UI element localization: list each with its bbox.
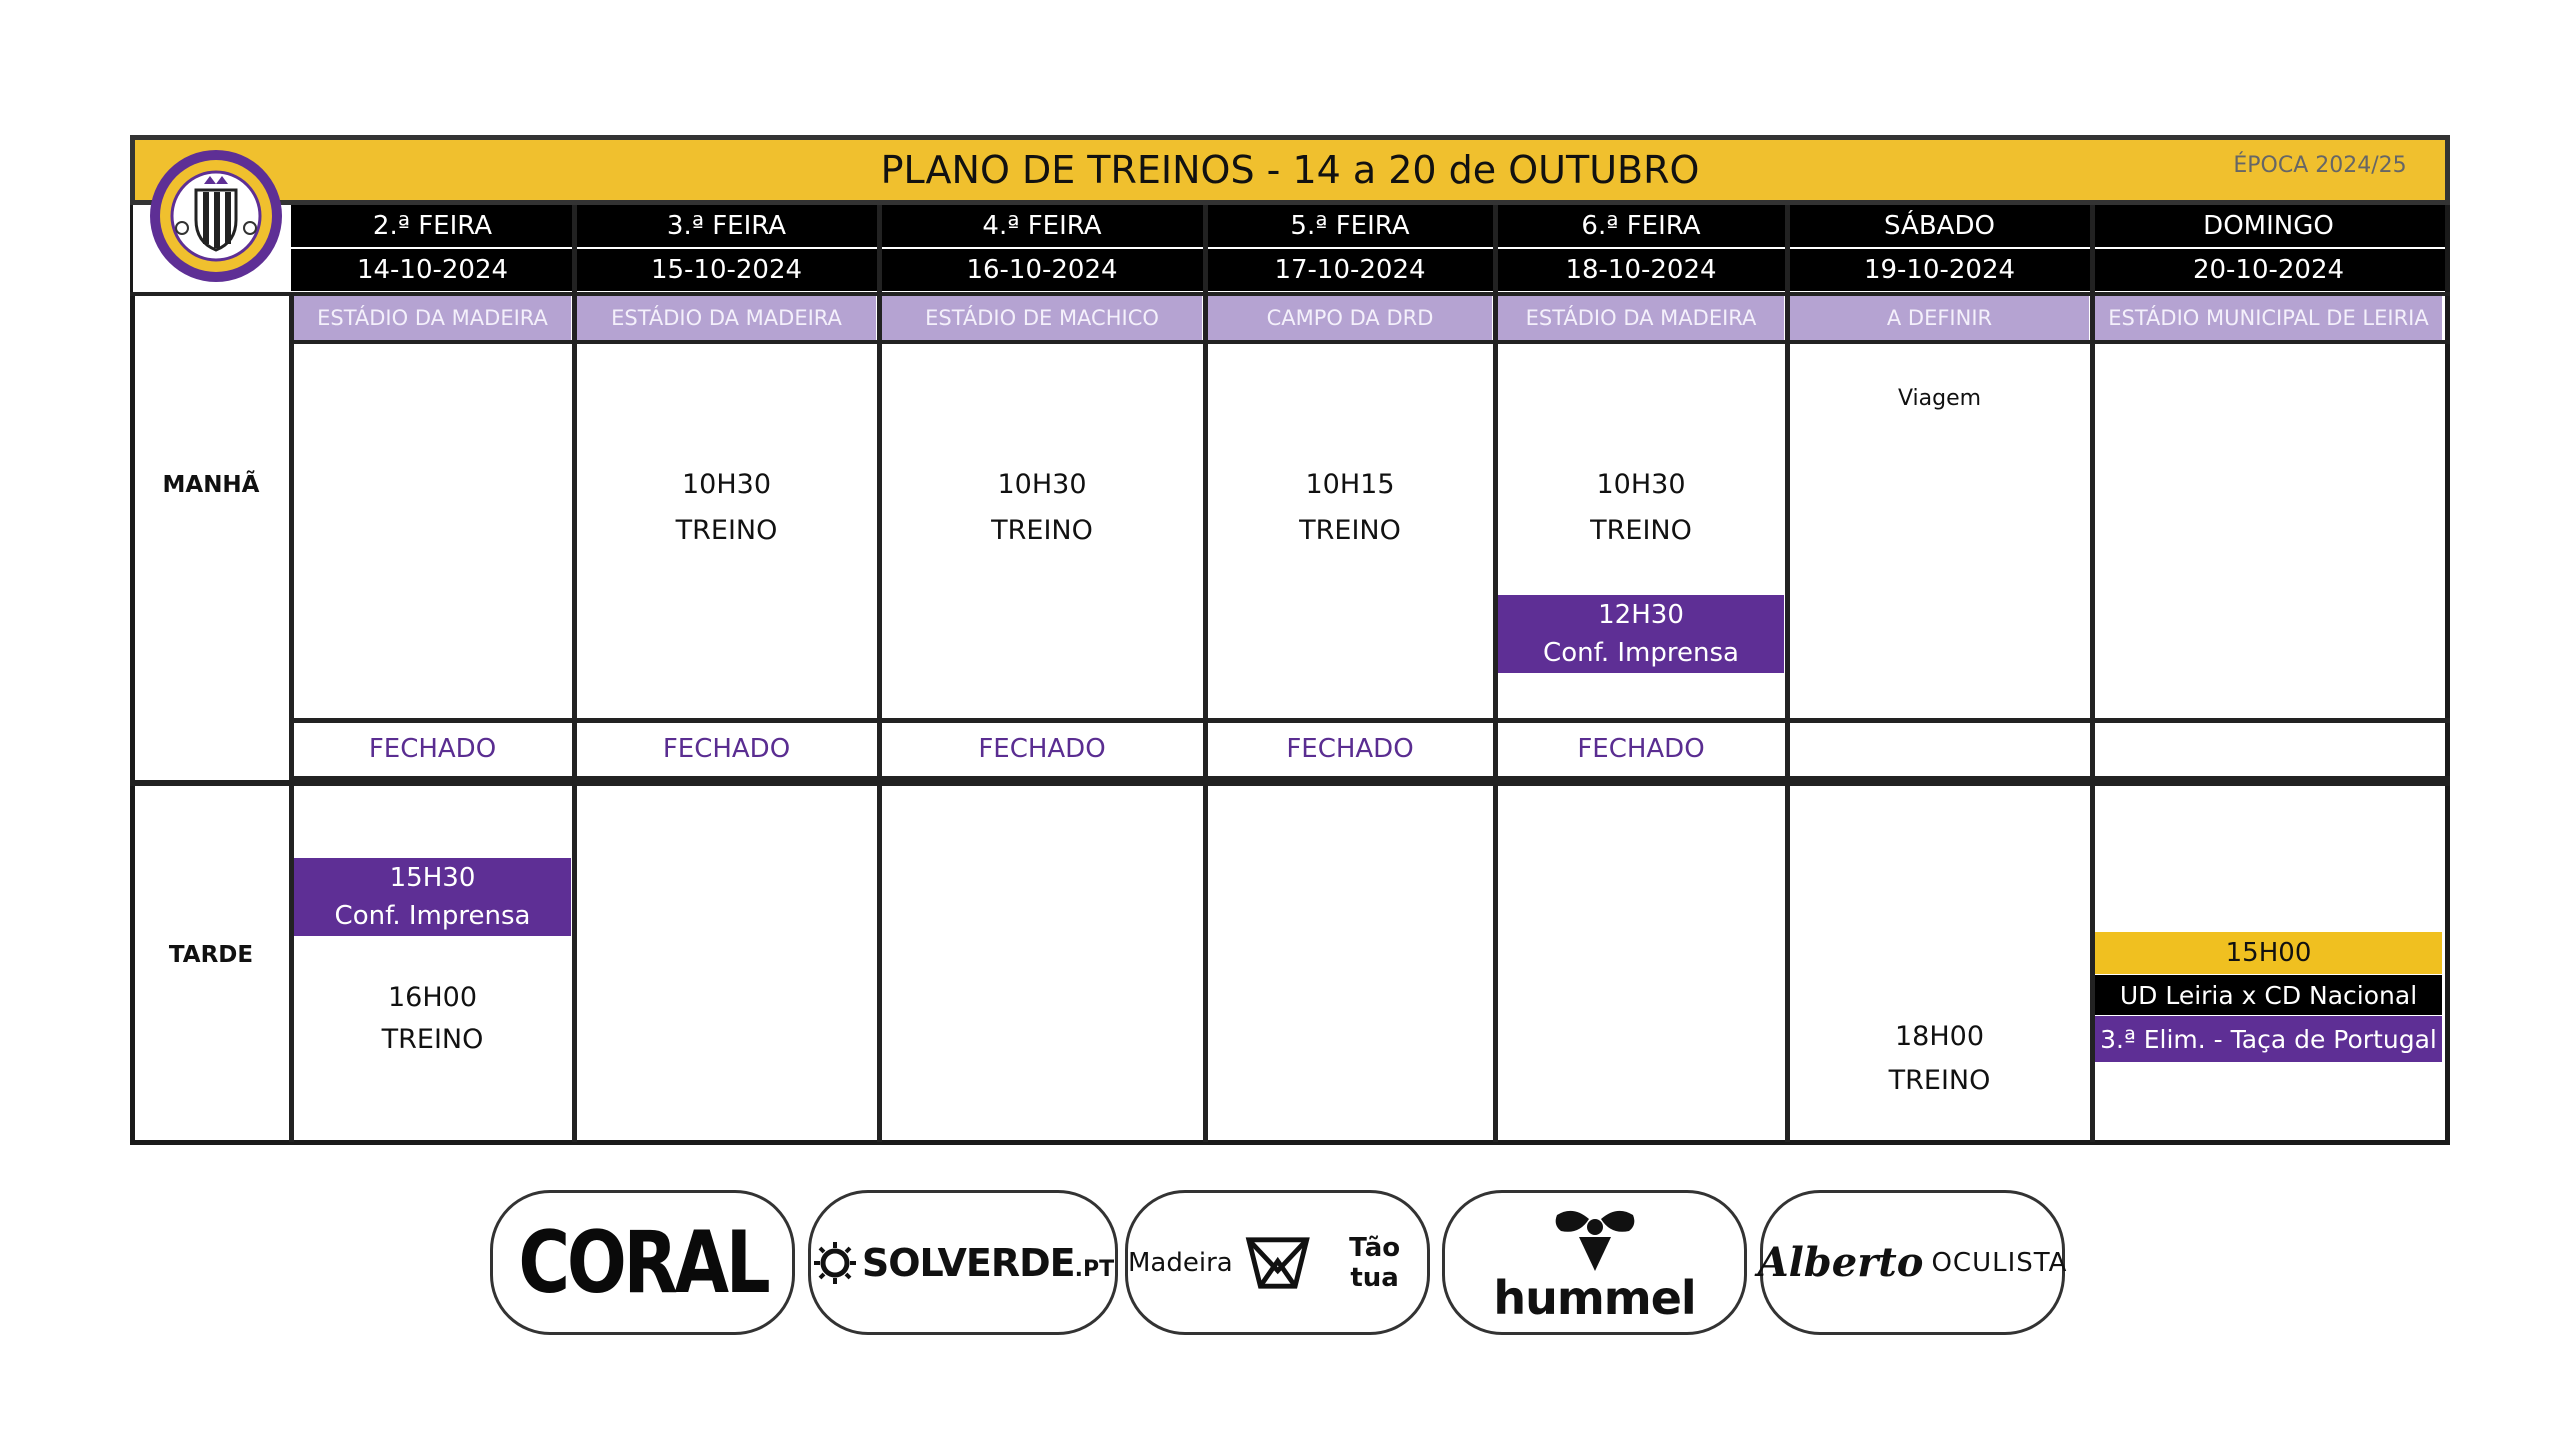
closed-tue: FECHADO bbox=[662, 734, 791, 764]
session-activity: TREINO bbox=[1590, 515, 1692, 546]
sponsor-madeira bbox=[1125, 1190, 1430, 1335]
day-date-thu: 17-10-2024 bbox=[1205, 249, 1495, 291]
grid-line-col-4 bbox=[1493, 205, 1498, 1142]
grid-line-col-3 bbox=[1203, 205, 1208, 1142]
period-label-afternoon: TARDE bbox=[168, 942, 254, 968]
closed-fri: FECHADO bbox=[1577, 734, 1705, 764]
match-time: 15H00 bbox=[2095, 932, 2442, 974]
sponsor-solverde bbox=[808, 1190, 1118, 1335]
morning-session-thu bbox=[1208, 458, 1492, 558]
press-label: Conf. Imprensa bbox=[334, 901, 531, 931]
alberto-script-text: Alberto bbox=[1757, 1239, 1924, 1286]
day-name-fri: 6.ª FEIRA bbox=[1495, 205, 1787, 247]
venue-mon: ESTÁDIO DA MADEIRA bbox=[294, 296, 571, 340]
travel-note-sat: Viagem bbox=[1897, 385, 1982, 411]
session-activity: TREINO bbox=[991, 515, 1093, 546]
sponsor-coral bbox=[490, 1190, 795, 1335]
day-name-wed: 4.ª FEIRA bbox=[879, 205, 1205, 247]
page-title: PLANO DE TREINOS - 14 a 20 de OUTUBRO bbox=[880, 148, 1700, 192]
press-time: 15H30 bbox=[389, 863, 476, 893]
closed-wed: FECHADO bbox=[978, 734, 1106, 764]
press-conference-mon bbox=[294, 858, 571, 936]
madeira-emblem-icon bbox=[1243, 1231, 1312, 1295]
venue-sun: ESTÁDIO MUNICIPAL DE LEIRIA bbox=[2095, 296, 2442, 340]
alberto-suffix-text: OCULISTA bbox=[1931, 1247, 2068, 1278]
grid-line-venue bbox=[291, 340, 2450, 344]
afternoon-session-sat bbox=[1790, 1012, 2089, 1106]
grid-line-col-1 bbox=[572, 205, 577, 1142]
day-name-sun: DOMINGO bbox=[2092, 205, 2445, 247]
press-time: 12H30 bbox=[1598, 600, 1684, 630]
grid-line-top bbox=[130, 292, 2450, 296]
period-label-morning: MANHÃ bbox=[162, 472, 260, 498]
grid-line-col-2 bbox=[877, 205, 882, 1142]
sponsor-hummel bbox=[1442, 1190, 1747, 1335]
day-date-sun: 20-10-2024 bbox=[2092, 249, 2445, 291]
season-label: ÉPOCA 2024/25 bbox=[2233, 152, 2407, 178]
club-crest-logo bbox=[148, 148, 284, 284]
closed-mon: FECHADO bbox=[368, 734, 497, 764]
hummel-logo-text: hummel bbox=[1493, 1270, 1696, 1325]
session-activity: TREINO bbox=[675, 515, 778, 546]
solverde-logo-text: SOLVERDE bbox=[861, 1240, 1075, 1285]
afternoon-session-mon bbox=[294, 972, 571, 1066]
venue-sat: A DEFINIR bbox=[1790, 296, 2089, 340]
grid-line-period-divider bbox=[130, 780, 2450, 786]
match-competition: 3.ª Elim. - Taça de Portugal bbox=[2095, 1016, 2442, 1062]
day-name-tue: 3.ª FEIRA bbox=[574, 205, 879, 247]
session-time: 18H00 bbox=[1894, 1021, 1984, 1052]
session-time: 10H30 bbox=[681, 469, 771, 500]
madeira-left-text: Madeira bbox=[1128, 1247, 1233, 1278]
session-time: 10H30 bbox=[997, 469, 1087, 500]
venue-thu: CAMPO DA DRD bbox=[1208, 296, 1492, 340]
hummel-bee-icon bbox=[1549, 1205, 1641, 1275]
day-date-wed: 16-10-2024 bbox=[879, 249, 1205, 291]
venue-wed: ESTÁDIO DE MACHICO bbox=[882, 296, 1202, 340]
morning-session-fri bbox=[1498, 458, 1784, 558]
day-name-sat: SÁBADO bbox=[1787, 205, 2092, 247]
day-date-fri: 18-10-2024 bbox=[1495, 249, 1787, 291]
solverde-sun-icon bbox=[812, 1240, 858, 1286]
solverde-suffix: .PT bbox=[1074, 1257, 1115, 1282]
coral-logo-text: CORAL bbox=[517, 1212, 768, 1313]
day-date-sat: 19-10-2024 bbox=[1787, 249, 2092, 291]
match-fixture: UD Leiria x CD Nacional bbox=[2095, 975, 2442, 1015]
session-activity: TREINO bbox=[381, 1024, 484, 1055]
day-date-mon: 14-10-2024 bbox=[291, 249, 574, 291]
day-date-tue: 15-10-2024 bbox=[574, 249, 879, 291]
session-time: 10H30 bbox=[1596, 469, 1686, 500]
grid-line-col-5 bbox=[1785, 205, 1790, 1142]
press-conference-fri bbox=[1498, 595, 1784, 673]
madeira-right-text: Tão tua bbox=[1349, 1232, 1401, 1293]
session-activity: TREINO bbox=[1888, 1065, 1991, 1096]
morning-session-wed bbox=[882, 458, 1202, 558]
session-time: 10H15 bbox=[1305, 469, 1395, 500]
press-label: Conf. Imprensa bbox=[1543, 638, 1739, 668]
venue-tue: ESTÁDIO DA MADEIRA bbox=[577, 296, 876, 340]
day-name-thu: 5.ª FEIRA bbox=[1205, 205, 1495, 247]
closed-thu: FECHADO bbox=[1286, 734, 1414, 764]
venue-fri: ESTÁDIO DA MADEIRA bbox=[1498, 296, 1784, 340]
sponsor-alberto-oculista bbox=[1757, 1190, 2068, 1335]
morning-session-tue bbox=[577, 458, 876, 558]
session-activity: TREINO bbox=[1299, 515, 1401, 546]
day-name-mon: 2.ª FEIRA bbox=[291, 205, 574, 247]
session-time: 16H00 bbox=[387, 982, 477, 1013]
